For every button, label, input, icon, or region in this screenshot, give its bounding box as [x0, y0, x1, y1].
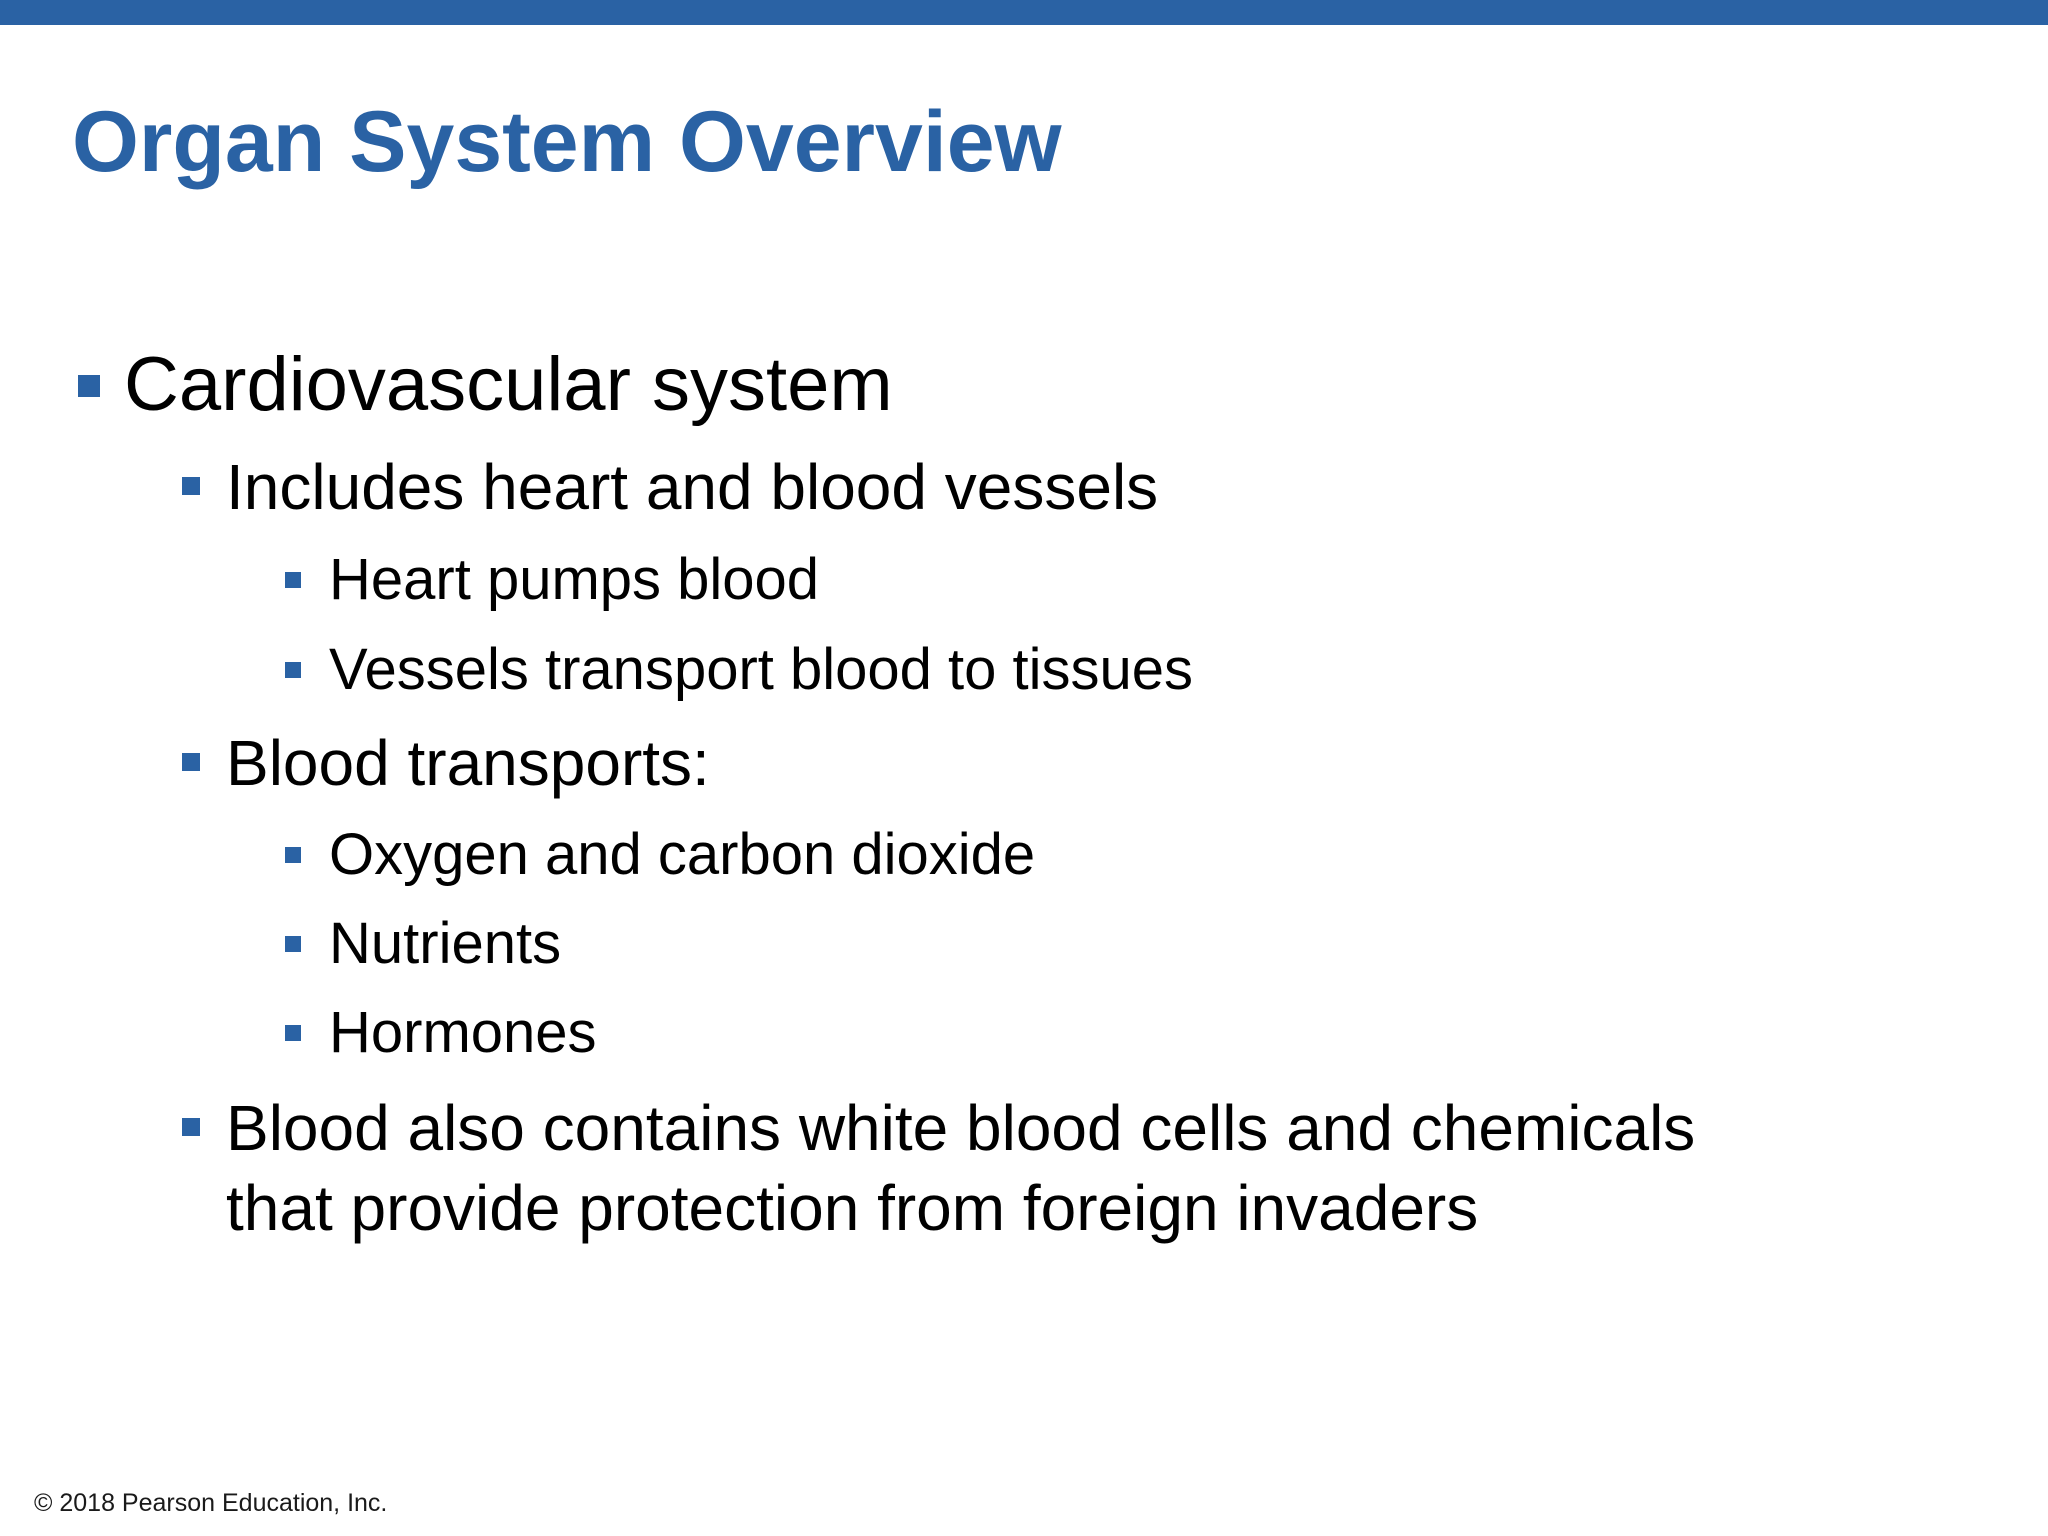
bullet-text: that provide protection from foreign invaders — [226, 1172, 1479, 1244]
bullet-square-icon — [285, 936, 301, 952]
copyright-footer: © 2018 Pearson Education, Inc. — [34, 1489, 388, 1517]
bullet-text: Includes heart and blood vessels — [226, 451, 1159, 523]
bullet-square-icon — [285, 572, 301, 588]
bullet-square-icon — [285, 662, 301, 678]
bullet-text: Hormones — [329, 1000, 597, 1065]
bullet-text: Vessels transport blood to tissues — [329, 637, 1194, 702]
bullet-text: Oxygen and carbon dioxide — [329, 822, 1036, 887]
bullet-square-icon — [182, 477, 200, 495]
bullet-text: Nutrients — [329, 911, 562, 976]
bullet-square-icon — [78, 375, 100, 397]
bullet-text: Heart pumps blood — [329, 547, 820, 612]
bullet-square-icon — [182, 1118, 200, 1136]
bullet-text: Blood transports: — [226, 727, 710, 799]
bullet-square-icon — [285, 847, 301, 863]
slide-title: Organ System Overview — [72, 94, 1062, 190]
bullet-square-icon — [285, 1025, 301, 1041]
bullet-square-icon — [182, 753, 200, 771]
bullet-text: Cardiovascular system — [124, 342, 893, 427]
bullet-text: Blood also contains white blood cells and chemicals — [226, 1092, 1696, 1164]
